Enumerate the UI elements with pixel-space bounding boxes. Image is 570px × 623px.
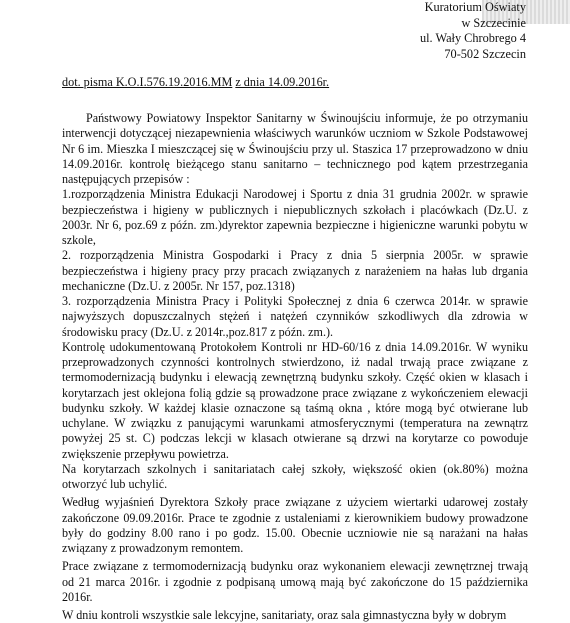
reference-date: z dnia 14.09.2016r. bbox=[235, 75, 330, 89]
letter-body bbox=[62, 111, 528, 623]
reference-number: dot. pisma K.O.I.576.19.2016.MM bbox=[62, 75, 233, 89]
address-line: 70-502 Szczecin bbox=[444, 46, 526, 61]
regulation-3: 3. rozporządzenia Ministra Pracy i Polityki Społecznej z dnia 6 czerwca 2014r. w sprawie najwyższych dopuszczalnych stężeń i natężeń czynników szkodliwych dla zdrowia w środowisku pracy (Dz.U. z 2014r.,poz.817 z późn. zm.). bbox=[62, 294, 528, 339]
paragraph-director: Według wyjaśnień Dyrektora Szkoły prace związane z użyciem wiertarki udarowej zostały zakończone 09.09.2016r. Prace te zgodnie z ustaleniami z kierownikiem budowy prowadzone były do godziny 8.00 rano i po godz. 15.00. Obecnie uczniowie nie są narażani na hałas związany z prowadzonym remontem. bbox=[62, 495, 528, 555]
paragraph-inspection-day: W dniu kontroli wszystkie sale lekcyjne, sanitariaty, oraz sala gimnastyczna były w dobrym bbox=[62, 608, 507, 622]
letter-reference bbox=[62, 75, 329, 90]
address-line: ul. Wały Chrobrego 4 bbox=[419, 31, 526, 46]
recipient-address bbox=[420, 0, 526, 62]
regulation-1: 1.rozporządzenia Ministra Edukacji Narodowej i Sportu z dnia 31 grudnia 2002r. w sprawie bezpieczeństwa i higieny w publicznych i niepublicznych szkołach i placówkach (Dz.U. z 2003r. Nr 6, poz.69 z późn. zm.)dyrektor zapewnia bezpieczne i higieniczne warunki pobytu w szkole, bbox=[62, 187, 528, 247]
paragraph-corridors: Na korytarzach szkolnych i sanitariatach całej szkoły, większość okien (ok.80%) można otworzyć lub uchylić. bbox=[62, 461, 528, 491]
paragraph-works: Prace związane z termomodernizacją budynku oraz wykonaniem elewacji zewnętrznej trwają od 21 marca 2016r. i zgodnie z podpisaną umową mają być zakończone do 15 października 2016r. bbox=[62, 559, 528, 604]
regulation-2: 2. rozporządzenia Ministra Gospodarki i Pracy z dnia 5 sierpnia 2005r. w sprawie bezpieczeństwa i higieny pracy przy pracach związanych z narażeniem na hałas lub drgania mechaniczne (Dz.U. z 2005r. Nr 157, poz.1318) bbox=[62, 248, 528, 293]
paragraph-intro: Państwowy Powiatowy Inspektor Sanitarny w Świnoujściu informuje, że po otrzymaniu interwencji dotyczącej niezapewnienia właściwych warunków uczniom w Szkole Podstawowej Nr 6 im. Mieszka I mieszczącej się w Świnoujściu przy ul. Staszica 17 przeprowadzono w dniu 14.09.2016r. kontrolę bieżącego stanu sanitarno – technicznego pod kątem przestrzegania następujących przepisów : bbox=[62, 111, 528, 186]
address-line: Kuratorium Oświaty bbox=[424, 0, 526, 14]
paragraph-findings: Kontrolę udokumentowaną Protokołem Kontroli nr HD-60/16 z dnia 14.09.2016r. W wyniku przeprowadzonych czynności kontrolnych stwierdzono, iż nadal trwają prace związane z termomodernizacją budynku i elewacją zewnętrzną budynku szkoły. Część okien w klasach i korytarzach jest oklejona folią gdzie są prowadzone prace związane z wykończeniem elewacji budynku szkoły. W każdej klasie oznaczone są taśmą okna , które mogą być otwierane lub uchylane. W związku z panującymi warunkami atmosferycznymi (temperatura na zewnątrz powyżej 25 st. C) podczas lekcji w klasach otwierane są drzwi na korytarze co powoduje zwiększenie przepływu powietrza. bbox=[62, 339, 528, 461]
address-line: w Szczecinie bbox=[461, 15, 526, 30]
